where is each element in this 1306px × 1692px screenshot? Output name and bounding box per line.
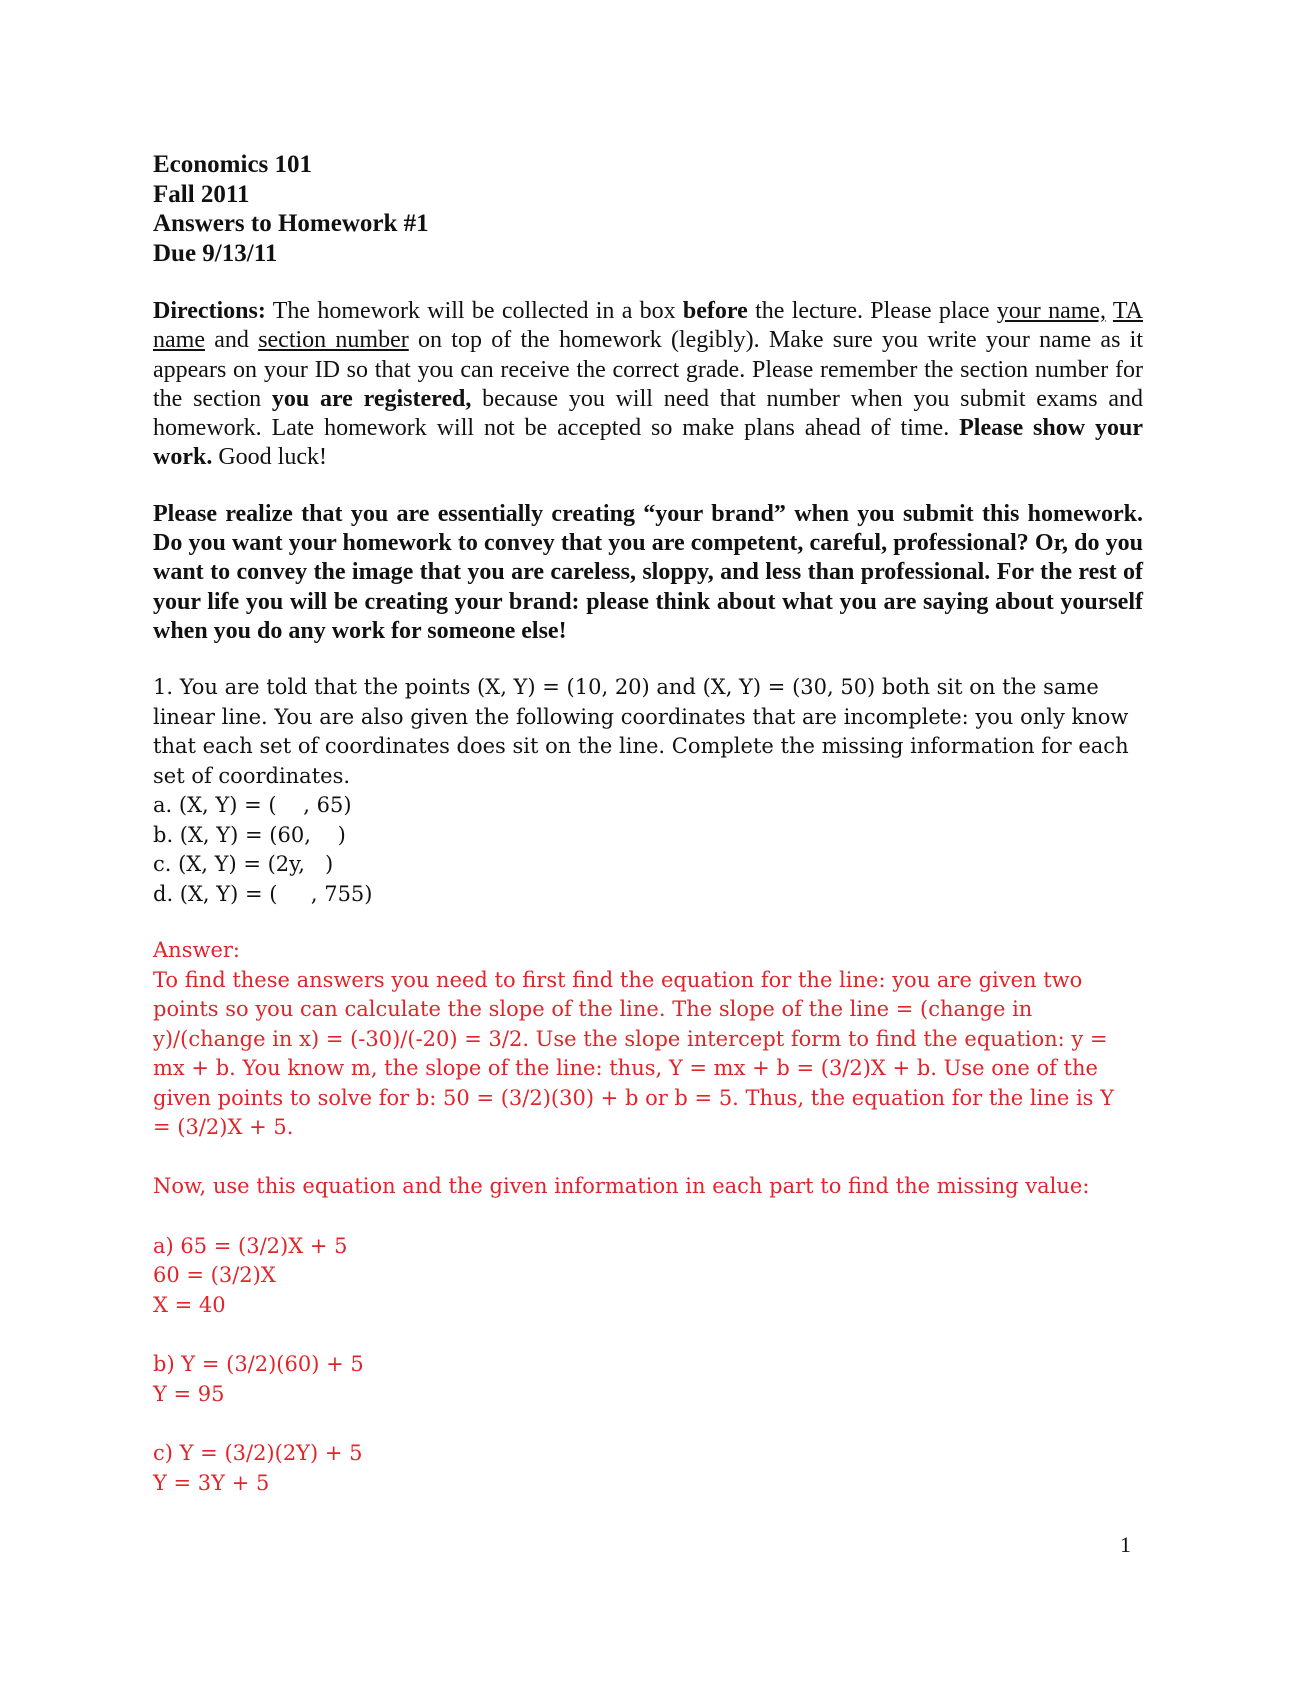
page-number: 1 bbox=[1120, 1532, 1131, 1557]
course-title: Economics 101 bbox=[153, 151, 313, 178]
question-1-item-c: c. (X, Y) = (2y, ) bbox=[153, 852, 334, 877]
directions-text: The homework will be collected in a box bbox=[265, 298, 683, 324]
directions-text bbox=[1106, 298, 1113, 324]
answer-part-b bbox=[153, 1350, 1133, 1409]
question-1-item-b: b. (X, Y) = (60, ) bbox=[153, 822, 346, 847]
answer-label: Answer: bbox=[153, 938, 240, 963]
answer-explanation: To find these answers you need to first find the equation for the line: you are given two points so you can calculate the slope of the line. The slope of the line = (change in y)/(change in x) = (-30)/(-20) = 3/2. Use the slope intercept form to find the equation: y = mx + b. You know m, the slope of the line: thus, Y = mx + b = (3/2)X + b. Use one of the given points to solve for b: 50 = (3/2)(30) + b or b = 5. Thus, the equation for the line is Y = (3/2)X + 5. bbox=[153, 967, 1114, 1140]
answer-line: c) Y = (3/2)(2Y) + 5 bbox=[153, 1441, 363, 1466]
directions-text: the lecture. Please place bbox=[747, 298, 997, 324]
directions-underline-section: section number bbox=[258, 327, 409, 354]
due-date: Due 9/13/11 bbox=[153, 239, 278, 267]
answer-part-c bbox=[153, 1439, 1133, 1498]
directions-emphasis-before: before bbox=[682, 298, 748, 324]
answer-line: Y = 3Y + 5 bbox=[153, 1470, 270, 1495]
answer-line: X = 40 bbox=[153, 1292, 226, 1317]
directions-emphasis-show-work: Please show your work. bbox=[153, 415, 1143, 471]
document-header bbox=[153, 150, 1143, 268]
answer-line: Y = 95 bbox=[153, 1381, 225, 1406]
directions-label: Directions: bbox=[153, 298, 266, 324]
directions-text: Good luck! bbox=[212, 444, 327, 471]
term: Fall 2011 bbox=[153, 180, 250, 208]
brand-note: Please realize that you are essentially creating “your brand” when you submit this homework. Do you want your homework to convey that you are competent, careful, professional? Or, do you want to convey the image that you are careless, sloppy, and less than professional. For the rest of your life you will be creating your brand: please think about what you are saying about yourself when you do any work for someone else! bbox=[153, 500, 1143, 644]
directions-paragraph bbox=[153, 297, 1143, 473]
question-1-item-a: a. (X, Y) = ( , 65) bbox=[153, 793, 352, 818]
directions-emphasis-registered: you are registered, bbox=[271, 385, 472, 412]
answer-instruction: Now, use this equation and the given information in each part to find the missing value: bbox=[153, 1174, 1090, 1199]
question-1-item-d: d. (X, Y) = ( , 755) bbox=[153, 881, 373, 906]
directions-text: and bbox=[204, 327, 259, 354]
directions-text: because you will need that number when you submit exams and homework. Late homework will not be accepted so make plans ahead of time. bbox=[153, 385, 1143, 442]
directions-text: on top of the homework (legibly). Make sure you write your name as it appears on your ID so that you can receive the correct grade. Please remember the section number for the section bbox=[153, 327, 1144, 412]
directions-underline-ta: TA name bbox=[153, 298, 1143, 354]
answer-line: 60 = (3/2)X bbox=[153, 1263, 276, 1288]
document-page bbox=[153, 150, 1143, 1498]
question-1-prompt: 1. You are told that the points (X, Y) = (10, 20) and (X, Y) = (30, 50) both sit on the same linear line. You are also given the following coordinates that are incomplete: you only know that each set of coordinates does sit on the line. Complete the missing information for each set of coordinates. bbox=[153, 675, 1129, 788]
document-title: Answers to Homework #1 bbox=[153, 210, 429, 237]
answer-part-a bbox=[153, 1232, 1133, 1321]
directions-underline-name: your name, bbox=[996, 298, 1107, 324]
answer-line: a) 65 = (3/2)X + 5 bbox=[153, 1233, 348, 1258]
question-1 bbox=[153, 673, 1133, 909]
answer-line: b) Y = (3/2)(60) + 5 bbox=[153, 1352, 364, 1377]
answer-section bbox=[153, 936, 1133, 1498]
